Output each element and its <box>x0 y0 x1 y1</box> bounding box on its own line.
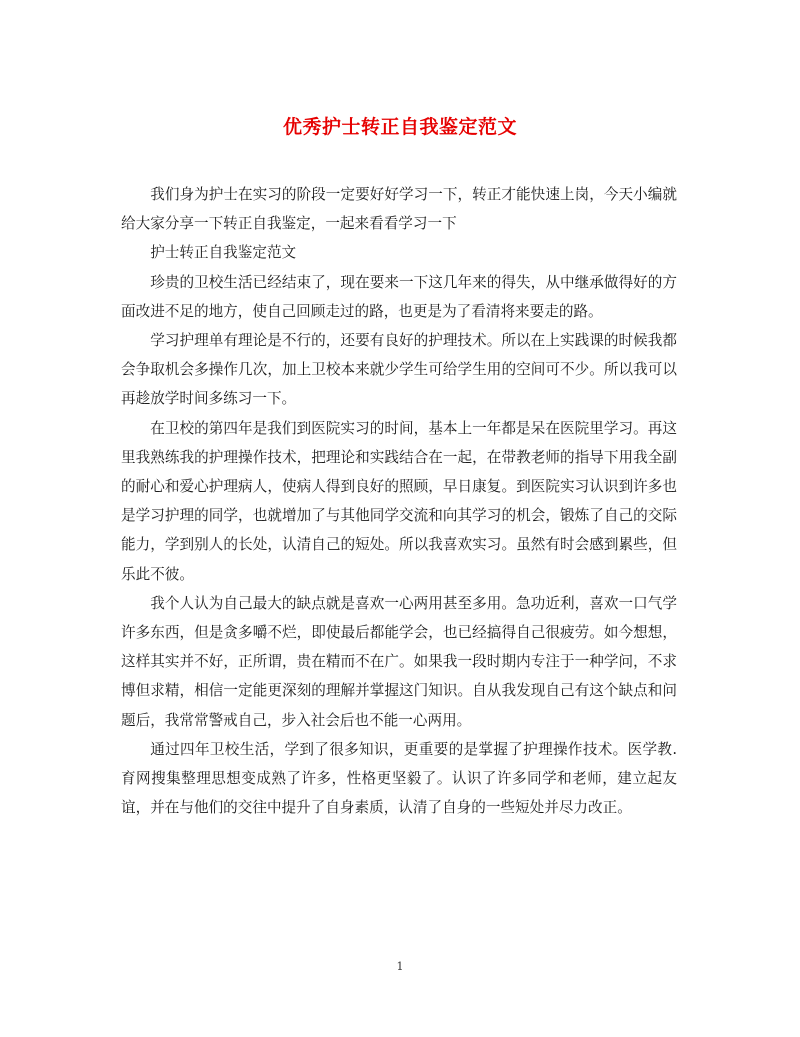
body-paragraph: 在卫校的第四年是我们到医院实习的时间，基本上一年都是呆在医院里学习。再这里我熟练我的护理操作技术，把理论和实践结合在一起，在带教老师的指导下用我全副的耐心和爱心护理病人，使病人得到良好的照顾，早日康复。到医院实习认识到许多也是学习护理的同学，也就增加了与其他同学交流和向其学习的机会，锻炼了自己的交际能力，学到别人的长处，认清自己的短处。所以我喜欢实习。虽然有时会感到累些，但乐此不彼。 <box>121 419 677 583</box>
document-title: 优秀护士转正自我鉴定范文 <box>282 116 517 138</box>
body-paragraph: 珍贵的卫校生活已经结束了，现在要来一下这几年来的得失，从中继承做得好的方面改进不足的地方，使自己回顾走过的路，也更是为了看清将来要走的路。 <box>121 273 677 320</box>
section-heading: 护士转正自我鉴定范文 <box>150 244 297 262</box>
body-paragraph: 通过四年卫校生活，学到了很多知识，更重要的是掌握了护理操作技术。医学教.育网搜集整理思想变成熟了许多，性格更坚毅了。认识了许多同学和老师，建立起友谊，并在与他们的交往中提升了自身素质，认清了自身的一些短处并尽力改正。 <box>121 740 677 817</box>
page-number: 1 <box>396 960 404 973</box>
document-body <box>121 180 677 822</box>
intro-paragraph: 我们身为护士在实习的阶段一定要好好学习一下，转正才能快速上岗，今天小编就给大家分享一下转正自我鉴定，一起来看看学习一下 <box>121 186 677 233</box>
body-paragraph: 学习护理单有理论是不行的，还要有良好的护理技术。所以在上实践课的时候我都会争取机会多操作几次，加上卫校本来就少学生可给学生用的空间可不少。所以我可以再趁放学时间多练习一下。 <box>121 332 677 408</box>
body-paragraph: 我个人认为自己最大的缺点就是喜欢一心两用甚至多用。急功近利，喜欢一口气学许多东西，但是贪多嚼不烂，即使最后都能学会，也已经搞得自己很疲劳。如今想想，这样其实并不好，正所谓，贵在精而不在广。如果我一段时期内专注于一种学问，不求博但求精，相信一定能更深刻的理解并掌握这门知识。自从我发现自己有这个缺点和问题后，我常常警戒自己，步入社会后也不能一心两用。 <box>121 594 677 729</box>
